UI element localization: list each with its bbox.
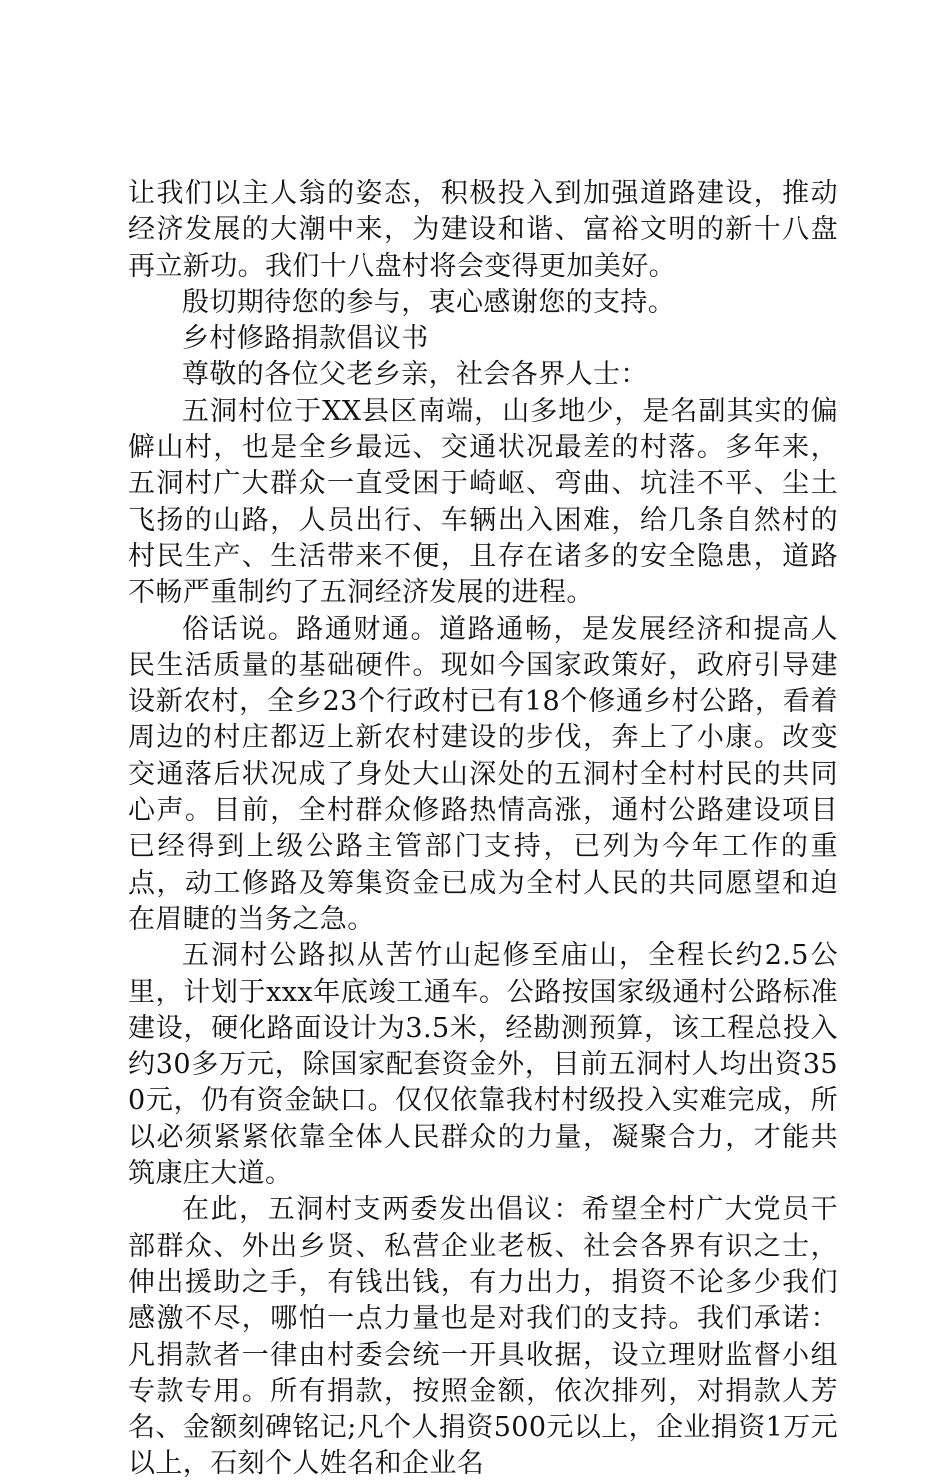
paragraph-thanks: 殷切期待您的参与，衷心感谢您的支持。: [182, 286, 676, 318]
paragraph-village-situation: 五洞村位于XX县区南端，山多地少，是名副其实的偏僻山村，也是全乡最远、交通状况最差的村落。多年来，五洞村广大群众一直受困于崎岖、弯曲、坑洼不平、尘土飞扬的山路，人员出行、车辆出入困难，给几条自然村的村民生产、生活带来不便，且存在诸多的安全隐患，道路不畅严重制约了五洞经济发展的进程。: [128, 395, 838, 609]
document-heading: 乡村修路捐款倡议书: [182, 323, 429, 355]
salutation: 尊敬的各位父老乡亲，社会各界人士：: [182, 359, 648, 391]
document-body: [128, 176, 838, 1483]
paragraph-closing-appeal: 让我们以主人翁的姿态，积极投入到加强道路建设，推动经济发展的大潮中来，为建设和谐、富裕文明的新十八盘再立新功。我们十八盘村将会变得更加美好。: [128, 178, 838, 282]
paragraph-road-importance: 俗话说。路通财通。道路通畅，是发展经济和提高人民生活质量的基础硬件。现如今国家政策好，政府引导建设新农村，全乡23个行政村已有18个修通乡村公路，看着周边的村庄都迈上新农村建设的步伐，奔上了小康。改变交通落后状况成了身处大山深处的五洞村全村村民的共同心声。目前，全村群众修路热情高涨，通村公路建设项目已经得到上级公路主管部门支持，已列为今年工作的重点，动工修路及筹集资金已成为全村人民的共同愿望和迫在眉睫的当务之急。: [128, 613, 838, 935]
paragraph-road-plan: 五洞村公路拟从苦竹山起修至庙山，全程长约2.5公里，计划于xxx年底竣工通车。公路按国家级通村公路标准建设，硬化路面设计为3.5米，经勘测预算，该工程总投入约30多万元，除国家配套资金外，目前五洞村人均出资350元，仍有资金缺口。仅仅依靠我村村级投入实难完成，所以必须紧紧依靠全体人民群众的力量，凝聚合力，才能共筑康庄大道。: [128, 940, 838, 1190]
paragraph-proposal: 在此，五洞村支两委发出倡议：希望全村广大党员干部群众、外出乡贤、私营企业老板、社会各界有识之士，伸出援助之手，有钱出钱，有力出力，捐资不论多少我们感激不尽，哪怕一点力量也是对我们的支持。我们承诺：凡捐款者一律由村委会统一开具收据，设立理财监督小组专款专用。所有捐款，按照金额，依次排列，对捐款人芳名、金额刻碑铭记;凡个人捐资500元以上，企业捐资1万元以上，石刻个人姓名和企业名: [128, 1194, 839, 1480]
